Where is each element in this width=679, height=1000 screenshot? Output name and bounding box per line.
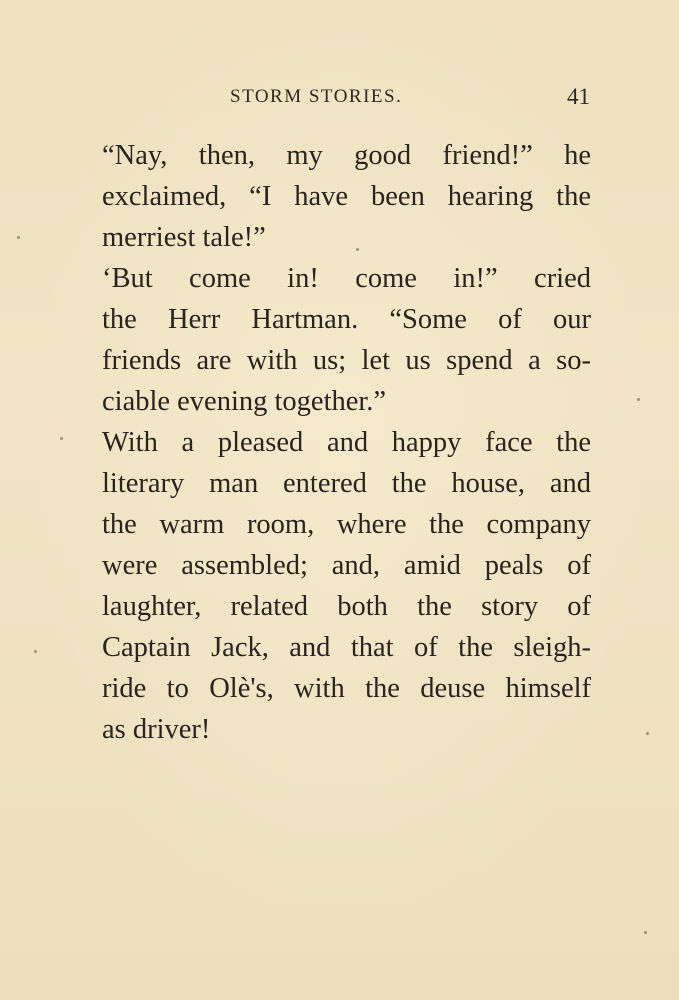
paper-speck bbox=[646, 732, 649, 735]
paragraph-3 bbox=[50, 422, 591, 750]
text-line: the warm room, where the company bbox=[102, 509, 591, 540]
text-line: as driver! bbox=[102, 714, 211, 745]
running-title: STORM STORIES. bbox=[230, 86, 403, 107]
text-line: friends are with us; let us spend a so- bbox=[102, 345, 591, 376]
paper-speck bbox=[644, 931, 647, 934]
body-text bbox=[50, 135, 591, 750]
text-line: merriest tale!” bbox=[102, 222, 266, 253]
paper-speck bbox=[637, 398, 640, 401]
page-number: 41 bbox=[567, 84, 590, 109]
paper-speck bbox=[17, 236, 20, 239]
paper-speck bbox=[356, 248, 359, 251]
paper-speck bbox=[34, 650, 37, 653]
paragraph-1 bbox=[50, 135, 591, 258]
text-line: exclaimed, “I have been hearing the bbox=[102, 181, 591, 212]
text-line: ‘But come in! come in!” cried bbox=[102, 263, 591, 294]
text-line: Captain Jack, and that of the sleigh- bbox=[102, 632, 591, 663]
text-line: ride to Olè's, with the deuse himself bbox=[102, 673, 591, 704]
text-line: “Nay, then, my good friend!” he bbox=[102, 140, 591, 171]
paragraph-2 bbox=[50, 258, 591, 422]
paper-speck bbox=[60, 437, 63, 440]
text-line: ciable evening together.” bbox=[102, 386, 387, 417]
text-line: the Herr Hartman. “Some of our bbox=[102, 304, 591, 335]
text-line: were assembled; and, amid peals of bbox=[102, 550, 591, 581]
text-line: literary man entered the house, and bbox=[102, 468, 591, 499]
text-line: With a pleased and happy face the bbox=[102, 427, 591, 458]
running-head bbox=[50, 86, 590, 116]
text-line: laughter, related both the story of bbox=[102, 591, 591, 622]
